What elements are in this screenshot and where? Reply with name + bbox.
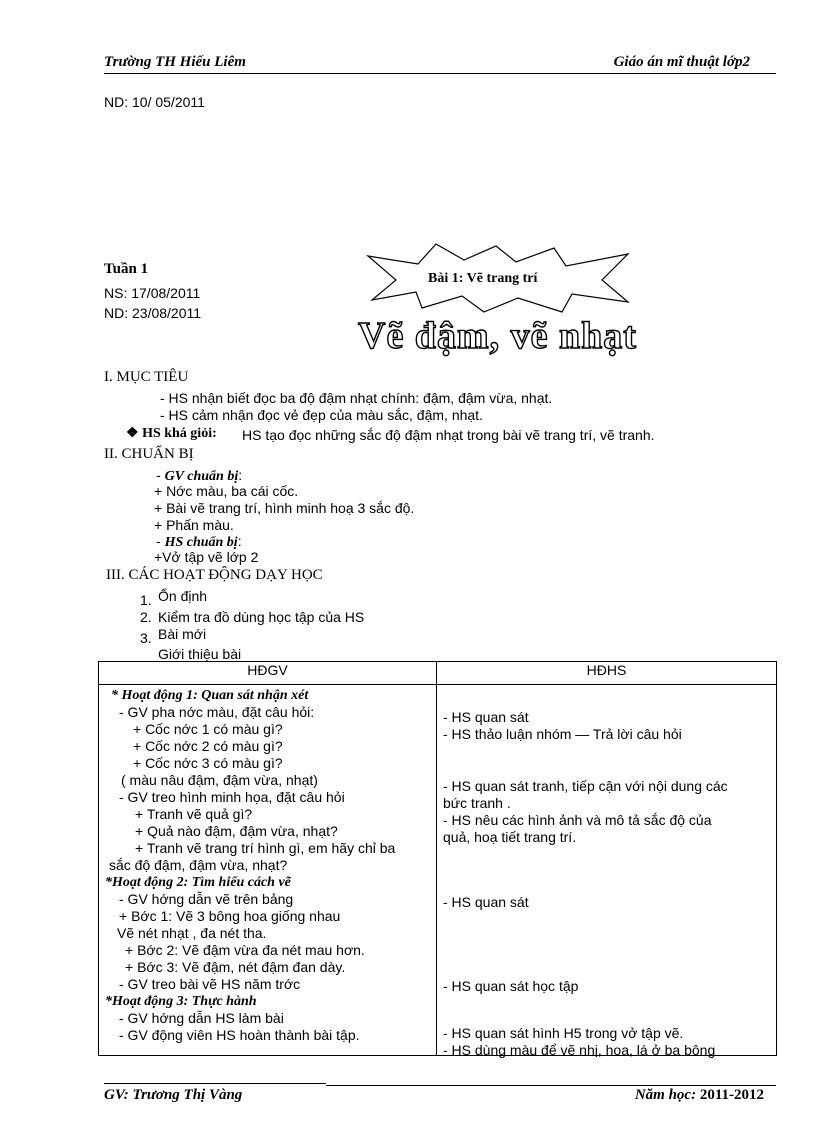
footer-rule-right — [326, 1085, 776, 1086]
step-num: 2. — [140, 609, 152, 625]
section-2-title: II. CHUẨN BỊ — [104, 446, 194, 462]
gv-prep-item: + Bài vẽ trang trí, hình minh hoạ 3 sắc độ. — [154, 500, 415, 516]
hs-prep-label: - HS chuẩn bị: — [156, 533, 242, 550]
step-text: Bài mới — [158, 626, 207, 642]
intro-text: Giới thiệu bài — [158, 646, 242, 662]
hs-line: - HS quan sát — [443, 894, 529, 910]
step-num: 1. — [140, 592, 152, 608]
gv-line: + Cốc nớc 1 có màu gì? — [133, 721, 283, 737]
gv-line: sắc độ đậm, đậm vừa, nhạt? — [109, 857, 288, 873]
footer-rule-left — [104, 1083, 326, 1084]
gv-line: + Tranh vẽ trang trí hình gì, em hãy chỉ ba — [135, 840, 396, 856]
table-row — [99, 685, 777, 1056]
hs-line: - HS quan sát — [443, 709, 529, 725]
hs-line: - HS quan sát hình H5 trong vở tập vẽ. — [443, 1025, 684, 1041]
gv-prep-label-text: GV chuẩn bị — [164, 469, 239, 484]
top-date: ND: 10/ 05/2011 — [104, 94, 205, 110]
week-label: Tuần 1 — [104, 261, 149, 277]
gv-line: - GV động viên HS hoàn thành bài tập. — [119, 1027, 360, 1043]
gv-line: - GV hớng dẫn HS làm bài — [119, 1010, 284, 1026]
header-school: Trường TH Hiếu Liêm — [104, 54, 246, 70]
hs-prep-item: +Vở tập vẽ lớp 2 — [154, 549, 259, 565]
gv-line: + Tranh vẽ quả gì? — [135, 806, 253, 822]
gv-line: - GV treo hình minh họa, đặt câu hỏi — [119, 789, 345, 805]
step-text: Ổn định — [158, 588, 208, 604]
diamond-bullet-icon: ❖ — [126, 426, 143, 441]
gv-line: + Bớc 3: Vẽ đậm, nét đậm đan dày. — [125, 959, 346, 975]
step-text: Kiểm tra đồ dùng học tập của HS — [158, 609, 365, 625]
gifted-label-text: HS khá giỏi: — [142, 426, 217, 441]
hs-line: - HS dùng màu để vẽ nhị, hoa, lá ở ba bông — [443, 1042, 716, 1058]
week-ns: NS: 17/08/2011 — [104, 285, 201, 301]
hs-line: - HS quan sát tranh, tiếp cận với nội dung các — [443, 778, 728, 794]
gv-line: + Bớc 1: Vẽ 3 bông hoa giống nhau — [119, 908, 341, 924]
footer-year-value: 2011-2012 — [699, 1087, 764, 1103]
gv-prep-item: + Nớc màu, ba cái cốc. — [154, 483, 299, 499]
gv-line: Vẽ nét nhạt , đa nét tha. — [117, 925, 267, 941]
section-3-title: III. CÁC HOẠT ĐỘNG DẠY HỌC — [106, 567, 323, 583]
hs-line: - HS thảo luận nhóm — Trả lời câu hỏi — [443, 726, 682, 742]
gifted-label — [126, 425, 217, 442]
table-header-row — [99, 662, 777, 685]
hs-prep-label-text: HS chuẩn bị — [164, 535, 238, 550]
activity-heading: *Hoạt động 3: Thực hành — [105, 994, 257, 1009]
gv-line: + Cốc nớc 2 có màu gì? — [133, 738, 283, 754]
gifted-text: HS tạo đọc những sắc độ đậm nhạt trong bài vẽ trang trí, vẽ tranh. — [242, 427, 655, 443]
step-num: 3. — [140, 630, 152, 646]
hs-line: bức tranh . — [443, 795, 511, 811]
lesson-banner: Bài 1: Vẽ trang trí — [428, 271, 538, 286]
gv-line: + Bớc 2: Vẽ đậm vừa đa nét mau hơn. — [125, 942, 365, 958]
col-header-gv: HĐGV — [99, 662, 437, 685]
hs-cell — [437, 685, 777, 1056]
hs-line: quả, hoạ tiết trang trí. — [443, 829, 577, 845]
activity-heading: * Hoạt động 1: Quan sát nhận xét — [111, 688, 309, 703]
gv-line: - GV hớng dẫn vẽ trên bảng — [119, 891, 294, 907]
week-nd: ND: 23/08/2011 — [104, 305, 202, 321]
footer-teacher: GV: Trương Thị Vàng — [104, 1087, 243, 1103]
lesson-title: Vẽ đậm, vẽ nhạt — [358, 315, 637, 357]
gv-cell — [99, 685, 437, 1056]
gv-prep-label: - GV chuẩn bị: — [156, 467, 243, 484]
footer-year — [635, 1087, 764, 1104]
gv-line: + Quả nào đậm, đậm vừa, nhạt? — [135, 823, 338, 839]
gv-line: ( màu nâu đậm, đậm vừa, nhạt) — [121, 772, 318, 788]
header-doc-title: Giáo án mĩ thuật lớp2 — [613, 54, 750, 70]
activities-table — [98, 661, 777, 1056]
objective-item: - HS nhận biết đọc ba độ đậm nhạt chính: đậm, đậm vừa, nhạt. — [160, 390, 553, 406]
col-header-hs: HĐHS — [437, 662, 777, 685]
gv-line: + Cốc nớc 3 có màu gì? — [133, 755, 283, 771]
section-1-title: I. MỤC TIÊU — [104, 369, 189, 385]
header-rule — [104, 73, 776, 74]
objective-item: - HS cảm nhận đọc vẻ đẹp của màu sắc, đậm, nhạt. — [160, 407, 483, 423]
gv-line: - GV pha nớc màu, đặt câu hỏi: — [119, 704, 315, 720]
footer-year-label: Năm học: — [634, 1087, 697, 1103]
hs-line: - HS nêu các hình ảnh và mô tả sắc độ của — [443, 812, 712, 828]
gv-prep-item: + Phấn màu. — [154, 517, 234, 533]
gv-line: - GV treo bài vẽ HS năm trớc — [119, 976, 301, 992]
activity-heading: *Hoạt động 2: Tìm hiểu cách vẽ — [105, 875, 291, 890]
hs-line: - HS quan sát học tập — [443, 978, 579, 994]
